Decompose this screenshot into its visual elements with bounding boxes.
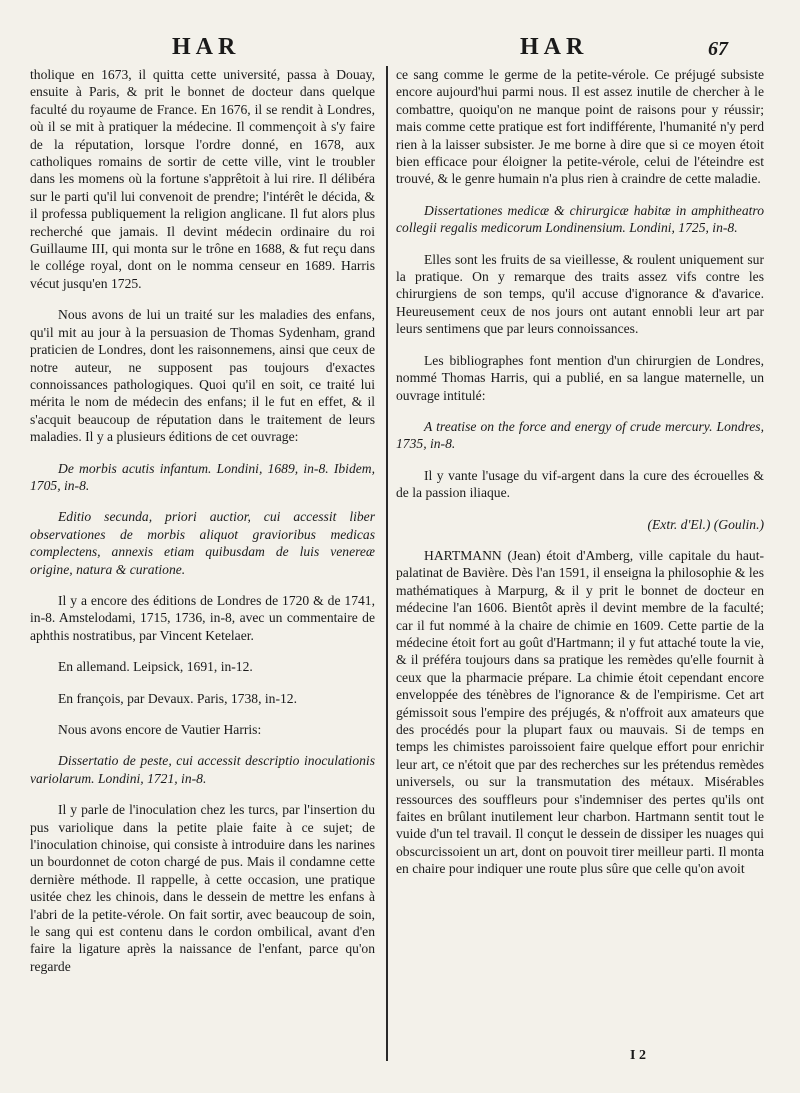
paragraph: En françois, par Devaux. Paris, 1738, in-12. — [58, 690, 297, 706]
paragraph: Nous avons de lui un traité sur les maladies des enfans, qu'il mit au jour à la persuasion de Thomas Sydenham, grand praticien de Londres, dont les raisonnemens, ainsi que ceux de notre auteur, ne supposent pas toujours d'exactes connoissances pathologiques. Quoi qu'il en soit, ce traité lui mérita le nom de médecin des enfans; il le fut en effet, & il s'acquit beaucoup de réputation dans le traitement de leurs maladies. Il y a plusieurs éditions de cet ouvrage: — [30, 307, 375, 445]
paragraph: ce sang comme le germe de la petite-vérole. Ce préjugé subsiste encore aujourd'hui parmi nous. Il est assez inutile de chercher à le combattre, quoiqu'on ne manque point de raisons pour y réussir; mais comme cette pratique est fort indifférente, l'humanité n'y perd rien à la laisser subsister. Je me borne à dire que si ce moyen étoit bien efficace pour éloigner la petite-vérole, celui de l'éteindre est trouvé, & le genre humain n'a plus rien à craindre de cette maladie. — [396, 67, 764, 187]
paragraph: En allemand. Leipsick, 1691, in-12. — [58, 659, 253, 675]
bibliography-entry: A treatise on the force and energy of crude mercury. Londres, 1735, in-8. — [396, 418, 764, 452]
column-divider — [386, 66, 388, 1061]
running-head-left: HAR — [172, 34, 241, 60]
page-number: 67 — [708, 38, 728, 60]
bibliography-entry: De morbis acutis infantum. Londini, 1689, in-8. Ibidem, 1705, in-8. — [30, 460, 375, 493]
bibliography-entry: Dissertationes medicæ & chirurgicæ habitæ in amphitheatro collegii regalis medicorum Londinensium. Londini, 1725, in-8. — [396, 202, 764, 236]
article-hartmann: HARTMANN (Jean) étoit d'Amberg, ville capitale du haut-palatinat de Bavière. Dès l'an 1591, il enseigna la philosophie & les mathématiques à Marpurg, & il y prit le bonnet de docteur en médecine l'an 1606. Bientôt après il devint membre de la faculté; car il fut nommé à la chaire de chimie en 1609. Cette partie de la médecine étoit fort au goût d'Hartmann; il y fut attaché toute la vie, & il préféra toujours dans sa pratique les remèdes qu'elle fournit à ceux que la pharmacie prépare. La chimie étoit cependant encore enveloppée des ténèbres de l'ignorance & de l'empirisme. Cet art gémissoit sous l'empire des préjugés, & n'offroit aux amateurs que des procédés pour la plupart faux ou mauvais. Si de temps en temps les chimistes paroissoient faire quelque effort pour enrichir leur art, ce n'étoit que par des recherches sur les prétendus remèdes universels, ou sur la transmutation des métaux. Misérables ressources des souffleurs pour s'indemniser des pertes qu'ils ont faites en brûlant inutilement leur charbon. Hartmann sentit tout le vuide d'un tel travail. Il conçut le dessein de dissiper les nuages qui obscurcissoient un art, dont on pouvoit tirer meilleur parti. Il monta en chaire pour indiquer une route plus sûre que celle qu'on avoit — [396, 547, 764, 877]
paragraph: Il y parle de l'inoculation chez les turcs, par l'insertion du pus variolique dans la petite plaie faite à ce sujet; de l'inoculation chinoise, qui consiste à introduire dans les narines un bourdonnet de coton chargé de pus. Mais il condamne cette dernière méthode. Il rappelle, à cette occasion, une pratique usitée chez les chinois, dans le dessein de mettre les enfans à l'abri de la petite-vérole. On fait sortir, avec beaucoup de soin, le sang qui est contenu dans le cordon ombilical, avant d'en faire la ligature après la naissance de l'enfant, parce qu'on regarde — [30, 802, 375, 974]
source-attribution: (Extr. d'El.) (Goulin.) — [647, 516, 764, 532]
paragraph: Elles sont les fruits de sa vieillesse, & roulent uniquement sur la pratique. On y remarque des traits assez vifs contre les chirurgiens de son temps, qu'il accuse d'ignorance & d'avarice. Heureusement ceux de nos jours ont autant ennobli leur art par leurs sentimens que par leurs connoissances. — [396, 251, 764, 337]
paragraph: Les bibliographes font mention d'un chirurgien de Londres, nommé Thomas Harris, qui a publié, en sa langue maternelle, un ouvrage intitulé: — [396, 352, 764, 403]
paragraph: Il y vante l'usage du vif-argent dans la cure des écrouelles & de la passion iliaque. — [396, 467, 764, 501]
signature-mark: I 2 — [630, 1048, 646, 1063]
paragraph: Il y a encore des éditions de Londres de 1720 & de 1741, in-8. Amstelodami, 1715, 1736, in-8, avec un commentaire de aphthis nostratibus, par Vincent Ketelaer. — [30, 592, 375, 643]
paragraph: Nous avons encore de Vautier Harris: — [58, 722, 262, 737]
bibliography-entry: Dissertatio de peste, cui accessit descriptio inoculationis variolarum. Londini, 1721, in-8. — [30, 753, 375, 786]
running-head-right: HAR — [520, 34, 589, 60]
paragraph: tholique en 1673, il quitta cette université, passa à Douay, ensuite à Paris, & prit le bonnet de docteur dans quelque faculté du royaume de France. En 1676, il se rendit à Londres, où il se mit à pratiquer la médecine. Il commençoit à s'y faire de la réputation, lorsque l'ordre donné, en 1678, aux catholiques romains de sortir de cette ville, vint le troubler dans les momens où la fortune s'apprêtoit à lui rire. Il délibéra sur le parti qu'il lui convenoit de prendre; l'intérêt le décida, & il professa publiquement la religion anglicane. Il fut alors plus recherché que jamais. Il devint médecin ordinaire du roi Guillaume III, qui monta sur le trône en 1688, & fut reçu dans le collége royal, dont on le nomma censeur en 1689. Harris vécut jusqu'en 1725. — [30, 67, 375, 291]
right-column — [396, 66, 764, 878]
left-column — [30, 66, 375, 975]
bibliography-entry: Editio secunda, priori auctior, cui accessit liber observationes de morbis aliquot gravioribus medicas complectens, annexis etiam quibusdam de luis venereæ origine, natura & curatione. — [30, 509, 375, 577]
